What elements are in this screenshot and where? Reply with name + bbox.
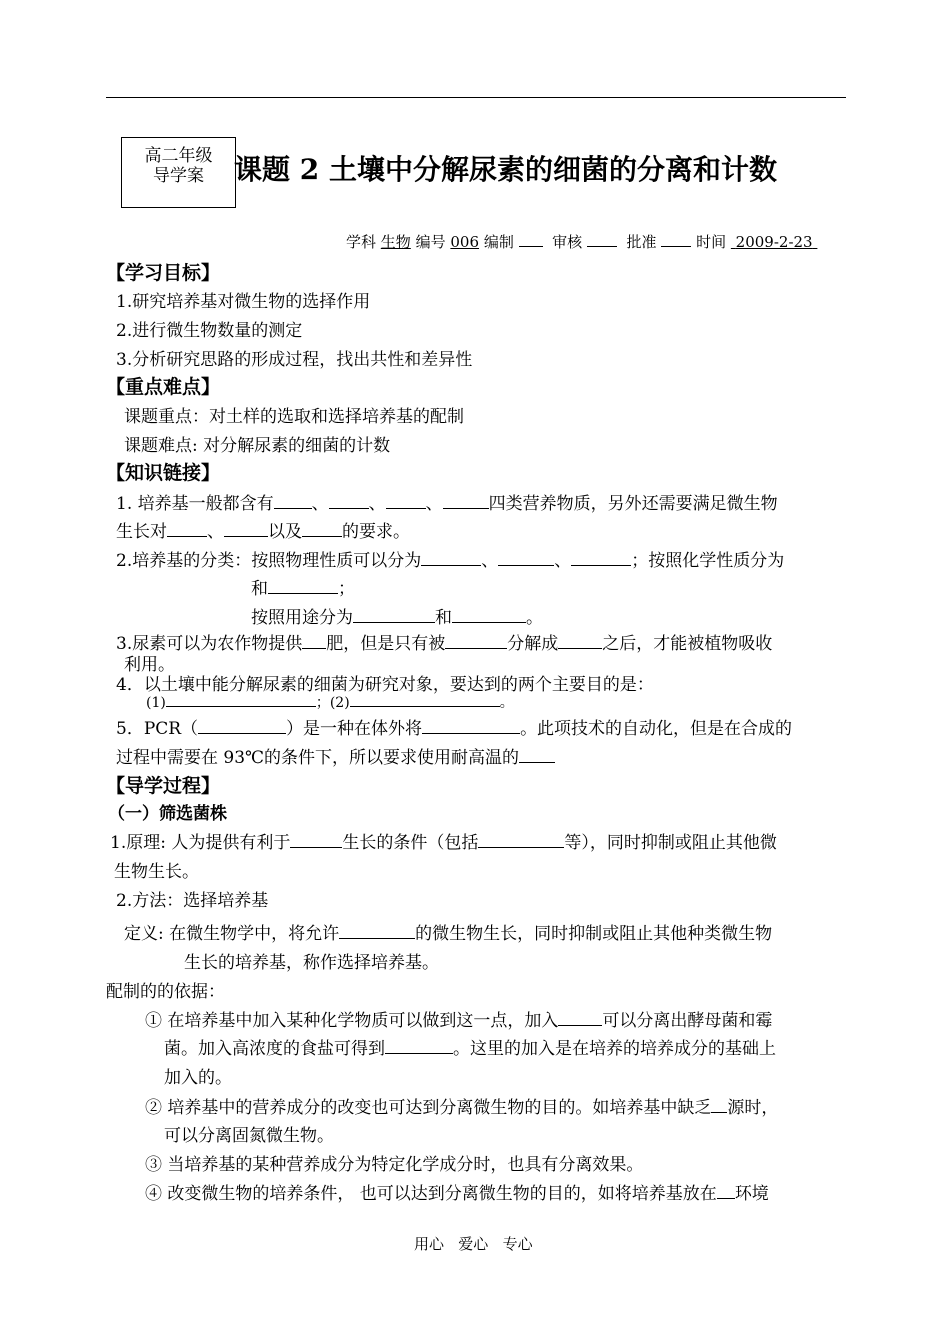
definition-cont: 生长的培养基，称作选择培养基。 (184, 953, 439, 973)
difficulty-line: 课题难点: 对分解尿素的细菌的计数 (124, 436, 391, 456)
knowledge-q5: 5．PCR（ ）是一种在体外将 。此项技术的自动化，但是在合成的 (116, 719, 793, 739)
condition-1: ① 在培养基中加入某种化学物质可以做到这一点，加入 可以分离出酵母菌和霉 (145, 1011, 773, 1031)
knowledge-q2: 2.培养基的分类：按照物理性质可以分为 、 、 ；按照化学性质分为 (116, 551, 785, 571)
page-footer: 用心 爱心 专心 (414, 1235, 533, 1253)
knowledge-q2-cont: 和 ； (251, 579, 355, 599)
definition-line: 定义: 在微生物学中，将允许 的微生物生长，同时抑制或阻止其他种类微生物 (124, 924, 773, 944)
page-title: 课题 2 土壤中分解尿素的细菌的分离和计数 (234, 153, 777, 186)
principle-line: 1.原理: 人为提供有利于 生长的条件（包括 等），同时抑制或阻止其他微 (110, 833, 777, 853)
goal-item: 2.进行微生物数量的测定 (116, 321, 303, 341)
knowledge-q2-use: 按照用途分为 和 。 (251, 608, 543, 628)
subject-value: 生物 (380, 233, 411, 251)
goal-item: 1.研究培养基对微生物的选择作用 (116, 292, 371, 312)
knowledge-q1: 1. 培养基一般都含有 、 、 、 四类营养物质，另外还需要满足微生物 (116, 494, 778, 514)
grade-box (121, 137, 236, 208)
knowledge-q4-blanks: (1) ；(2) 。 (146, 695, 514, 711)
top-rule (106, 97, 846, 98)
time-value: 2009-2-23 (735, 233, 813, 251)
knowledge-q3-cont: 利用。 (124, 655, 175, 675)
principle-cont: 生物生长。 (114, 862, 199, 882)
keypoints-heading: 【重点难点】 (106, 376, 221, 398)
knowledge-q5-cont: 过程中需要在 93℃的条件下，所以要求使用耐高温的 (116, 743, 555, 768)
knowledge-q1-cont: 生长对 、 以及 的要求。 (116, 522, 410, 542)
condition-4: ④ 改变微生物的培养条件， 也可以达到分离微生物的目的，如将培养基放在 环境 (145, 1184, 769, 1204)
method-line: 2.方法：选择培养基 (116, 891, 269, 911)
grade-line1: 高二年级 (144, 146, 213, 166)
knowledge-heading: 【知识链接】 (106, 462, 221, 484)
condition-2: ② 培养基中的营养成分的改变也可达到分离微生物的目的。如培养基中缺乏 源时， (145, 1098, 779, 1118)
meta-line: 学科 生物 编号 006 编制 审核 批准 时间 2009-2-23 (346, 230, 817, 252)
knowledge-q3: 3.尿素可以为农作物提供 肥，但是只有被 分解成 之后，才能被植物吸收 (116, 634, 773, 654)
goal-item: 3.分析研究思路的形成过程，找出共性和差异性 (116, 350, 473, 370)
knowledge-q4: 4．以土壤中能分解尿素的细菌为研究对象，要达到的两个主要目的是： (116, 675, 654, 695)
condition-1-cont: 菌。加入高浓度的食盐可得到 。这里的加入是在培养的培养成分的基础上 (164, 1039, 776, 1059)
number-value: 006 (450, 233, 480, 251)
condition-2-cont: 可以分离固氮微生物。 (164, 1126, 334, 1146)
condition-3: ③ 当培养基的某种营养成分为特定化学成分时，也具有分离效果。 (145, 1155, 644, 1175)
process-heading: 【导学过程】 (106, 775, 221, 797)
process-subheading: （一）筛选菌株 (108, 804, 227, 824)
condition-1-end: 加入的。 (164, 1068, 232, 1088)
basis-line: 配制的的依据： (106, 982, 225, 1002)
focus-line: 课题重点：对土样的选取和选择培养基的配制 (124, 407, 464, 427)
goals-heading: 【学习目标】 (106, 262, 221, 284)
grade-line2: 导学案 (153, 166, 204, 186)
